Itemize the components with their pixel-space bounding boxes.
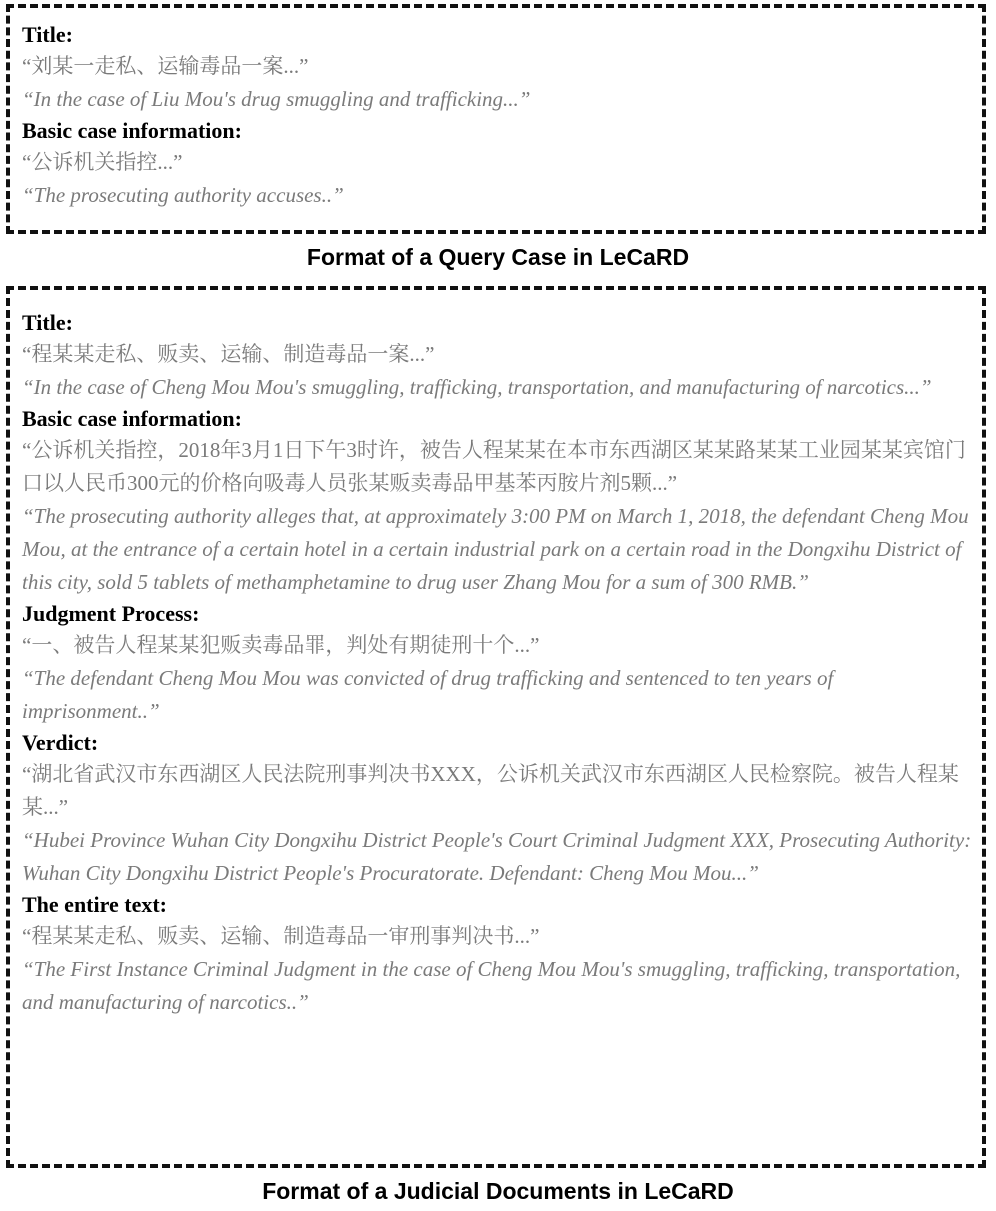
doc-judgment-heading: Judgment Process: (22, 601, 200, 626)
query-title-heading: Title: (22, 22, 73, 47)
doc-basic-heading: Basic case information: (22, 406, 242, 431)
doc-basic-en: “The prosecuting authority alleges that, at approximately 3:00 PM on March 1, 2018, the defendant Cheng Mou Mou, at the entrance of a certain hotel in a certain industrial park on a certain road in the Dongxihu District of this city, sold 5 tablets of methamphetamine to drug user Zhang Mou for a sum of 300 RMB.” (22, 504, 969, 594)
doc-entire-zh: “程某某走私、贩卖、运输、制造毒品一审刑事判决书...” (22, 924, 540, 948)
doc-entire-en: “The First Instance Criminal Judgment in the case of Cheng Mou Mou's smuggling, trafficking, transportation, and manufacturing of narcotics..” (22, 957, 961, 1014)
query-basic-zh: “公诉机关指控...” (22, 150, 183, 174)
query-title-zh: “刘某一走私、运输毒品一案...” (22, 54, 309, 78)
doc-judgment-zh: “一、被告人程某某犯贩卖毒品罪，判处有期徒刑十个...” (22, 633, 540, 657)
query-basic-en: “The prosecuting authority accuses..” (22, 183, 344, 207)
query-title-en: “In the case of Liu Mou's drug smuggling and trafficking...” (22, 87, 531, 111)
query-basic-heading: Basic case information: (22, 118, 242, 143)
judicial-document-caption: Format of a Judicial Documents in LeCaRD (262, 1178, 734, 1204)
judicial-document-box (6, 286, 986, 1168)
query-case-caption: Format of a Query Case in LeCaRD (306, 244, 690, 270)
doc-basic-zh: “公诉机关指控，2018年3月1日下午3时许，被告人程某某在本市东西湖区某某路某某工业园某某宾馆门口以人民币300元的价格向吸毒人员张某贩卖毒品甲基苯丙胺片剂5颗...” (22, 438, 966, 495)
doc-judgment-en: “The defendant Cheng Mou Mou was convicted of drug trafficking and sentenced to ten years of imprisonment..” (22, 666, 834, 723)
doc-verdict-heading: Verdict: (22, 730, 99, 755)
doc-verdict-en: “Hubei Province Wuhan City Dongxihu District People's Court Criminal Judgment XXX, Prosecuting Authority: Wuhan City Dongxihu District People's Procuratorate. Defendant: Cheng Mou Mou...” (22, 828, 972, 885)
query-case-box (6, 4, 986, 234)
doc-title-heading: Title: (22, 310, 73, 335)
doc-entire-heading: The entire text: (22, 892, 167, 917)
doc-verdict-zh: “湖北省武汉市东西湖区人民法院刑事判决书XXX，公诉机关武汉市东西湖区人民检察院。被告人程某某...” (22, 762, 959, 819)
doc-title-zh: “程某某走私、贩卖、运输、制造毒品一案...” (22, 342, 435, 366)
doc-title-en: “In the case of Cheng Mou Mou's smuggling, trafficking, transportation, and manufacturing of narcotics...” (22, 375, 932, 399)
